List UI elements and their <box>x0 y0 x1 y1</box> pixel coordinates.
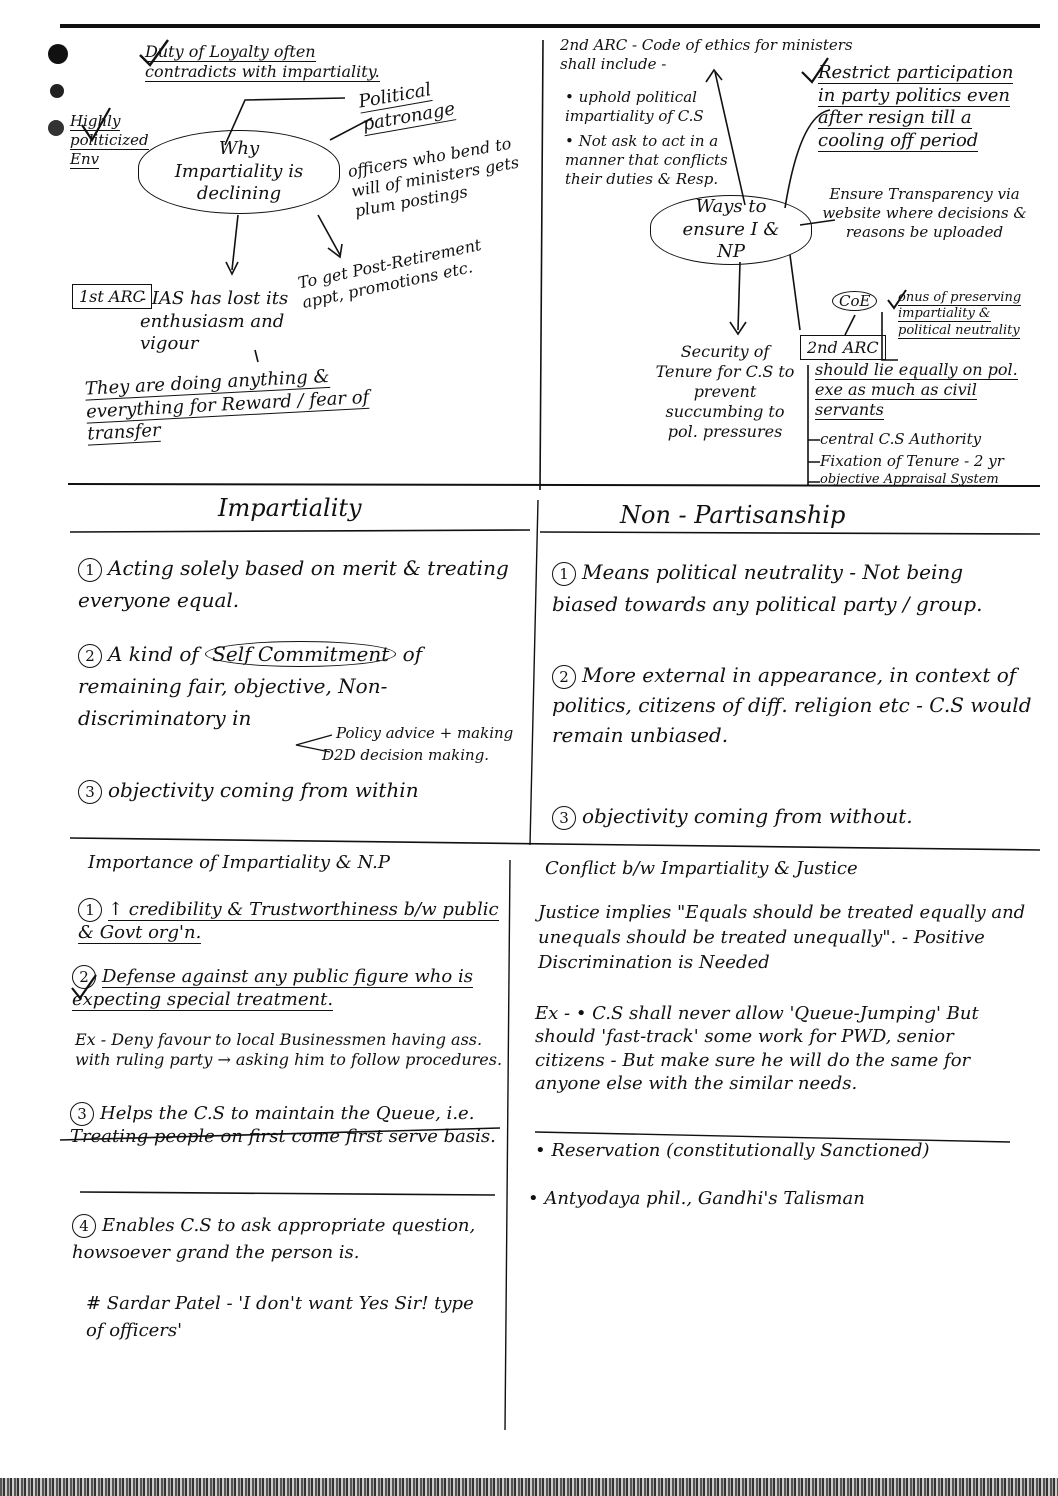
punch-hole-icon <box>50 84 64 98</box>
antyodaya-item: • Antyodaya phil., Gandhi's Talisman <box>528 1188 865 1209</box>
importance-example: Ex - Deny favour to local Businessmen having ass. with ruling party → asking him to follow procedures. <box>75 1030 503 1069</box>
justice-example: Ex - • C.S shall never allow 'Queue-Jumping' But should 'fast-track' some work for PWD, senior citizens - But make sure he will do the same for anyone else with the similar needs. <box>535 1003 979 1095</box>
conflict-title: Conflict b/w Impartiality & Justice <box>545 858 858 879</box>
second-arc-box: 2nd ARC <box>800 338 886 358</box>
why-declining-bubble: Why Impartiality is declining <box>138 130 340 214</box>
second-arc-code-note: 2nd ARC - Code of ethics for ministers shall include - <box>560 36 853 73</box>
restrict-note: Restrict participation in party politics even after resign till a cooling off period <box>818 62 1014 151</box>
importance-title: Importance of Impartiality & N.P <box>88 852 390 873</box>
impartiality-point-3: 3 objectivity coming from within <box>78 778 528 804</box>
uphold-note: • uphold political impartiality of C.S <box>565 88 704 125</box>
importance-point-1: 1 ↑ credibility & Trustworthiness b/w public & Govt org'n. <box>78 899 499 943</box>
importance-point-2: 2 Defense against any public figure who is expecting special treatment. <box>72 966 473 1010</box>
ias-lost-note: - IAS has lost its enthusiasm and vigour <box>140 288 289 354</box>
importance-point-3: 3 Helps the C.S to maintain the Queue, i.e. Treating people on first come first serve basis. <box>70 1103 496 1147</box>
impartiality-title: Impartiality <box>218 494 362 522</box>
non-partisanship-point-2: 2 More external in appearance, in context of politics, citizens of diff. religion etc - C.S would remain unbiased. <box>552 663 1032 747</box>
importance-point-4: 4 Enables C.S to ask appropriate question, howsoever grand the person is. <box>72 1215 476 1263</box>
impartiality-point-1: 1 Acting solely based on merit & treating everyone equal. <box>78 556 509 612</box>
sardar-patel-quote: # Sardar Patel - 'I don't want Yes Sir! type of officers' <box>86 1293 474 1341</box>
post-retirement-note: To get Post-Retirement appt, promotions etc. <box>296 235 483 312</box>
punch-hole-icon <box>48 120 64 136</box>
policy-advice-item: Policy advice + making <box>336 724 514 742</box>
political-patronage-note: Political patronage <box>356 79 457 135</box>
d2d-decision-item: D2D decision making. <box>322 746 490 764</box>
highly-politicized-note: Highly politicized Env <box>70 112 149 168</box>
onus-note: onus of preserving impartiality & political neutrality <box>898 290 1022 338</box>
coe-circle: CoE <box>832 292 877 311</box>
justice-definition: Justice implies "Equals should be treated equally and unequals should be treated unequally". - Positive Discrimination is Needed <box>538 902 1026 974</box>
punch-hole-icon <box>48 44 68 64</box>
fixation-item: Fixation of Tenure - 2 yr <box>820 452 1004 470</box>
doing-everything-note: They are doing anything & everything for Reward / fear of transfer <box>84 365 370 445</box>
non-partisanship-point-1: 1 Means political neutrality - Not being biased towards any political party / group. <box>552 560 983 616</box>
non-partisanship-point-3: 3 objectivity coming from without. <box>552 804 1022 830</box>
objective-appraisal-item: objective Appraisal System <box>820 472 999 487</box>
duty-loyalty-note: Duty of Loyalty often contradicts with impartiality. <box>145 42 380 81</box>
impartiality-point-2: 2 A kind of Self Commitment of remaining fair, objective, Non-discriminatory in <box>78 642 423 730</box>
non-partisanship-title: Non - Partisanship <box>620 501 846 529</box>
security-note: Security of Tenure for C.S to prevent succumbing to pol. pressures <box>655 342 795 441</box>
officers-bend-note: officers who bend to will of ministers gets plum postings <box>346 133 521 221</box>
scan-edge-noise <box>0 1478 1058 1496</box>
central-authority-item: central C.S Authority <box>820 430 982 448</box>
equally-note: should lie equally on pol. exe as much as civil servants <box>815 360 1018 419</box>
transparency-note: Ensure Transparency via website where decisions & reasons be uploaded <box>822 185 1027 241</box>
reservation-item: • Reservation (constitutionally Sanctioned) <box>535 1140 930 1161</box>
first-arc-box: 1st ARC <box>72 287 152 307</box>
ways-bubble: Ways to ensure I & NP <box>650 195 812 265</box>
not-ask-note: • Not ask to act in a manner that conflicts their duties & Resp. <box>565 132 728 188</box>
